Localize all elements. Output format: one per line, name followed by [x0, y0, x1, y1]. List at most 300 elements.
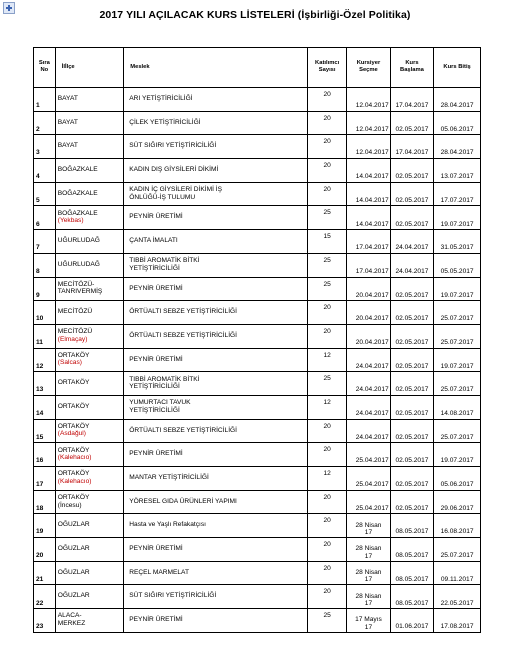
- cell-secme: [347, 419, 391, 443]
- header-ilce: İlİlçe: [55, 48, 124, 88]
- cell-secme: [347, 348, 391, 372]
- header-secme: Kursiyer Seçme: [347, 48, 391, 88]
- cell-ilce: [55, 135, 124, 159]
- meslek-line: PEYNİR ÜRETİMİ: [129, 616, 183, 624]
- start-date: 02.05.2017: [395, 315, 429, 323]
- selection-date: 28 Nisan: [355, 592, 382, 600]
- cell-baslama: [390, 585, 434, 609]
- selection-date: 25.04.2017: [355, 481, 389, 489]
- row-number: 19: [36, 528, 44, 536]
- participant-count: 20: [323, 114, 331, 122]
- selection-date: 12.04.2017: [355, 102, 389, 110]
- table-row: [34, 324, 481, 348]
- cell-meslek: [124, 609, 308, 633]
- table-row: [34, 395, 481, 419]
- table-row: [34, 372, 481, 396]
- participant-count: 20: [323, 327, 331, 335]
- table-row: [34, 538, 481, 562]
- cell-sayi: [308, 253, 347, 277]
- participant-count: 25: [323, 209, 331, 217]
- end-date: 28.04.2017: [440, 102, 474, 110]
- meslek-line: KADIN İÇ GİYSİLERİ DİKİMİ İŞ: [129, 186, 222, 194]
- cell-bitis: [434, 490, 481, 514]
- cell-meslek: [124, 514, 308, 538]
- cell-no: [34, 585, 56, 609]
- ilce-line: BAYAT: [57, 118, 78, 126]
- row-number: 21: [36, 575, 44, 583]
- start-date: 02.05.2017: [395, 338, 429, 346]
- cell-meslek: [124, 253, 308, 277]
- start-date: 08.05.2017: [395, 528, 429, 536]
- meslek-line: ÖRTÜALTI SEBZE YETİŞTİRİCİLİĞİ: [129, 308, 237, 316]
- start-date: 08.05.2017: [395, 575, 429, 583]
- meslek-line: ÖRTÜALTI SEBZE YETİŞTİRİCİLİĞİ: [129, 331, 237, 339]
- selection-date: 14.04.2017: [355, 220, 389, 228]
- end-date: 25.07.2017: [440, 552, 474, 560]
- cell-bitis: [434, 514, 481, 538]
- cell-sayi: [308, 372, 347, 396]
- cell-no: [34, 490, 56, 514]
- table-row: [34, 467, 481, 491]
- row-number: 23: [36, 623, 44, 631]
- meslek-line: TIBBİ AROMATİK BİTKİ: [129, 257, 200, 265]
- row-number: 4: [36, 173, 40, 181]
- cell-ilce: [55, 206, 124, 230]
- cell-baslama: [390, 182, 434, 206]
- end-date: 09.11.2017: [440, 575, 474, 583]
- cell-baslama: [390, 324, 434, 348]
- participant-count: 20: [323, 185, 331, 193]
- cell-bitis: [434, 395, 481, 419]
- cell-bitis: [434, 419, 481, 443]
- selection-date: 20.04.2017: [355, 338, 389, 346]
- participant-count: 25: [323, 256, 331, 264]
- cell-secme: [347, 490, 391, 514]
- row-number: 3: [36, 149, 40, 157]
- row-number: 8: [36, 267, 40, 275]
- participant-count: 20: [323, 517, 331, 525]
- start-date: 02.05.2017: [395, 125, 429, 133]
- ilce-line: ORTAKÖY: [57, 493, 90, 501]
- meslek-line: PEYNİR ÜRETİMİ: [129, 545, 183, 553]
- cell-ilce: [55, 301, 124, 325]
- meslek-line: Hasta ve Yaşlı Refakatçısı: [129, 521, 206, 529]
- table-body: [34, 88, 481, 633]
- end-date: 16.08.2017: [440, 528, 474, 536]
- cell-baslama: [390, 490, 434, 514]
- cell-secme: [347, 395, 391, 419]
- cell-baslama: [390, 159, 434, 183]
- cell-meslek: [124, 419, 308, 443]
- cell-no: [34, 206, 56, 230]
- table-row: [34, 277, 481, 301]
- meslek-line: ARI YETİŞTİRİCİLİĞİ: [129, 95, 193, 103]
- table-row: [34, 490, 481, 514]
- cell-sayi: [308, 419, 347, 443]
- start-date: 17.04.2017: [395, 102, 429, 110]
- cell-meslek: [124, 348, 308, 372]
- cell-sayi: [308, 277, 347, 301]
- header-sayi: Katılımcı Sayısı: [308, 48, 347, 88]
- start-date: 02.05.2017: [395, 220, 429, 228]
- cell-meslek: [124, 372, 308, 396]
- cell-no: [34, 561, 56, 585]
- cell-no: [34, 395, 56, 419]
- end-date: 05.06.2017: [440, 125, 474, 133]
- selection-date: 17: [364, 576, 373, 584]
- end-date: 25.07.2017: [440, 386, 474, 394]
- cell-no: [34, 88, 56, 112]
- cell-baslama: [390, 514, 434, 538]
- selection-date: 17: [364, 552, 373, 560]
- end-date: 17.07.2017: [440, 196, 474, 204]
- cell-baslama: [390, 88, 434, 112]
- cell-baslama: [390, 609, 434, 633]
- cell-bitis: [434, 182, 481, 206]
- cell-secme: [347, 182, 391, 206]
- cell-secme: [347, 301, 391, 325]
- ilce-line: OĞUZLAR: [57, 592, 90, 600]
- meslek-line: REÇEL MARMELAT: [129, 568, 189, 576]
- participant-count: 20: [323, 446, 331, 454]
- cell-no: [34, 609, 56, 633]
- ilce-village: (Kalehacıo): [57, 454, 92, 462]
- cell-sayi: [308, 159, 347, 183]
- meslek-line: KADIN DIŞ GİYSİLERİ DİKİMİ: [129, 166, 219, 174]
- row-number: 2: [36, 125, 40, 133]
- cell-no: [34, 230, 56, 254]
- table-row: [34, 609, 481, 633]
- selection-date: 12.04.2017: [355, 125, 389, 133]
- selection-date: 14.04.2017: [355, 173, 389, 181]
- cell-no: [34, 443, 56, 467]
- cell-meslek: [124, 277, 308, 301]
- end-date: 19.07.2017: [440, 220, 474, 228]
- cell-baslama: [390, 206, 434, 230]
- start-date: 02.05.2017: [395, 291, 429, 299]
- cell-ilce: [55, 372, 124, 396]
- ilce-line: UĞURLUDAĞ: [57, 260, 100, 268]
- cell-no: [34, 372, 56, 396]
- cell-bitis: [434, 609, 481, 633]
- table-row: [34, 135, 481, 159]
- start-date: 02.05.2017: [395, 410, 429, 418]
- start-date: 17.04.2017: [395, 149, 429, 157]
- participant-count: 20: [323, 564, 331, 572]
- start-date: 24.04.2017: [395, 267, 429, 275]
- cell-meslek: [124, 301, 308, 325]
- row-number: 13: [36, 386, 44, 394]
- row-number: 14: [36, 410, 44, 418]
- row-number: 15: [36, 433, 44, 441]
- meslek-line: TIBBİ AROMATİK BİTKİ: [129, 375, 200, 383]
- ilce-line: ORTAKÖY: [57, 402, 90, 410]
- selection-date: 28 Nisan: [355, 521, 382, 529]
- start-date: 08.05.2017: [395, 552, 429, 560]
- selection-date: 25.04.2017: [355, 504, 389, 512]
- meslek-line: ÇANTA İMALATI: [129, 237, 178, 245]
- cell-baslama: [390, 135, 434, 159]
- selection-date: 24.04.2017: [355, 410, 389, 418]
- end-date: 19.07.2017: [440, 457, 474, 465]
- cell-secme: [347, 538, 391, 562]
- ilce-village: (Elmaçay): [57, 335, 88, 343]
- end-date: 19.07.2017: [440, 362, 474, 370]
- row-number: 11: [36, 338, 43, 346]
- end-date: 14.08.2017: [440, 410, 474, 418]
- row-number: 10: [36, 315, 44, 323]
- header-baslama: Kurs Başlama: [390, 48, 434, 88]
- cell-bitis: [434, 372, 481, 396]
- table-header-row: [34, 48, 481, 88]
- cell-bitis: [434, 206, 481, 230]
- start-date: 08.05.2017: [395, 599, 429, 607]
- end-date: 25.07.2017: [440, 433, 474, 441]
- cell-baslama: [390, 348, 434, 372]
- selection-date: 28 Nisan: [355, 545, 382, 553]
- participant-count: 25: [323, 375, 331, 383]
- meslek-line: ÇİLEK YETİŞTİRİCİLİĞİ: [129, 118, 201, 126]
- selection-date: 14.04.2017: [355, 196, 389, 204]
- meslek-line: PEYNİR ÜRETİMİ: [129, 355, 183, 363]
- meslek-line: YETİŞTİRİCİLİĞİ: [129, 264, 180, 272]
- cell-meslek: [124, 111, 308, 135]
- ilce-line: OĞUZLAR: [57, 545, 90, 553]
- table-row: [34, 206, 481, 230]
- cell-meslek: [124, 395, 308, 419]
- ilce-line: BOĞAZKALE: [57, 209, 98, 217]
- cell-no: [34, 253, 56, 277]
- cell-no: [34, 301, 56, 325]
- selection-date: 24.04.2017: [355, 386, 389, 394]
- selection-date: 17: [364, 623, 373, 631]
- meslek-line: PEYNİR ÜRETİMİ: [129, 213, 183, 221]
- cell-sayi: [308, 561, 347, 585]
- cell-sayi: [308, 585, 347, 609]
- cell-sayi: [308, 206, 347, 230]
- cell-ilce: [55, 443, 124, 467]
- ilce-line: UĞURLUDAĞ: [57, 237, 100, 245]
- end-date: 31.05.2017: [440, 244, 474, 252]
- cell-no: [34, 348, 56, 372]
- row-number: 9: [36, 291, 40, 299]
- selection-date: 17: [364, 528, 373, 536]
- selection-date: 17.04.2017: [355, 244, 389, 252]
- ilce-line: OĞUZLAR: [57, 521, 90, 529]
- table-row: [34, 88, 481, 112]
- cell-sayi: [308, 111, 347, 135]
- ilce-line: BAYAT: [57, 142, 78, 150]
- row-number: 22: [36, 599, 44, 607]
- cell-ilce: [55, 182, 124, 206]
- participant-count: 25: [323, 612, 331, 620]
- cell-bitis: [434, 277, 481, 301]
- cell-secme: [347, 253, 391, 277]
- cell-baslama: [390, 561, 434, 585]
- cell-baslama: [390, 301, 434, 325]
- ilce-line: BOĞAZKALE: [57, 189, 98, 197]
- selection-date: 17 Mayıs: [355, 616, 382, 624]
- end-date: 13.07.2017: [440, 173, 474, 181]
- start-date: 02.05.2017: [395, 173, 429, 181]
- cell-no: [34, 277, 56, 301]
- row-number: 6: [36, 220, 40, 228]
- table-row: [34, 182, 481, 206]
- table-row: [34, 159, 481, 183]
- cell-sayi: [308, 467, 347, 491]
- start-date: 24.04.2017: [395, 244, 429, 252]
- ilce-line: ALACA-: [57, 612, 82, 620]
- cell-bitis: [434, 159, 481, 183]
- cell-secme: [347, 230, 391, 254]
- ilce-line: ORTAKÖY: [57, 351, 90, 359]
- meslek-line: ÖNLÜĞÜ-İŞ TULUMU: [129, 193, 196, 201]
- cell-ilce: [55, 324, 124, 348]
- cell-baslama: [390, 443, 434, 467]
- cell-ilce: [55, 348, 124, 372]
- cell-no: [34, 159, 56, 183]
- header-bitis: Kurs Bitiş: [434, 48, 481, 88]
- cell-meslek: [124, 467, 308, 491]
- table-row: [34, 561, 481, 585]
- cell-sayi: [308, 230, 347, 254]
- end-date: 25.07.2017: [440, 338, 474, 346]
- header-meslek: Meslek: [124, 48, 308, 88]
- cell-baslama: [390, 277, 434, 301]
- ilce-village: (Yekbas): [57, 217, 84, 225]
- cell-meslek: [124, 159, 308, 183]
- cell-bitis: [434, 324, 481, 348]
- cell-ilce: [55, 585, 124, 609]
- cell-ilce: [55, 253, 124, 277]
- cell-baslama: [390, 230, 434, 254]
- cell-ilce: [55, 395, 124, 419]
- row-number: 20: [36, 552, 44, 560]
- cell-baslama: [390, 372, 434, 396]
- cell-secme: [347, 585, 391, 609]
- participant-count: 12: [323, 470, 331, 477]
- ilce-line: BOĞAZKALE: [57, 166, 98, 174]
- cell-secme: [347, 514, 391, 538]
- row-number: 16: [36, 457, 44, 465]
- cell-secme: [347, 159, 391, 183]
- start-date: 02.05.2017: [395, 433, 429, 441]
- cell-ilce: [55, 419, 124, 443]
- participant-count: 20: [323, 493, 331, 501]
- cell-bitis: [434, 348, 481, 372]
- meslek-line: MANTAR YETİŞTİRİCİLİĞİ: [129, 474, 209, 482]
- selection-date: 12.04.2017: [355, 149, 389, 157]
- cell-ilce: [55, 538, 124, 562]
- selection-date: 24.04.2017: [355, 433, 389, 441]
- cell-sayi: [308, 538, 347, 562]
- cell-bitis: [434, 561, 481, 585]
- meslek-line: SÜT SIĞIRI YETİŞTİRİCİLİĞİ: [129, 142, 217, 150]
- cell-baslama: [390, 538, 434, 562]
- end-date: 19.07.2017: [440, 291, 474, 299]
- end-date: 29.06.2017: [440, 504, 474, 512]
- cell-ilce: [55, 88, 124, 112]
- cell-no: [34, 135, 56, 159]
- participant-count: 20: [323, 541, 331, 549]
- cell-meslek: [124, 490, 308, 514]
- ilce-village: (Asdağul): [57, 430, 86, 438]
- end-date: 28.04.2017: [440, 149, 474, 157]
- cell-bitis: [434, 135, 481, 159]
- course-table: [33, 47, 481, 633]
- cell-bitis: [434, 585, 481, 609]
- cell-secme: [347, 135, 391, 159]
- cell-meslek: [124, 230, 308, 254]
- cell-no: [34, 182, 56, 206]
- ilce-line: MECİTÖZÜ-: [57, 280, 95, 288]
- meslek-line: YETİŞTİRİCİLİĞİ: [129, 406, 180, 414]
- cell-secme: [347, 324, 391, 348]
- cell-ilce: [55, 159, 124, 183]
- header-no: Sıra No: [34, 48, 56, 88]
- ilce-line: ORTAKÖY: [57, 446, 90, 454]
- table-row: [34, 419, 481, 443]
- selection-date: 20.04.2017: [355, 315, 389, 323]
- cell-bitis: [434, 467, 481, 491]
- cell-sayi: [308, 514, 347, 538]
- participant-count: 15: [323, 233, 331, 241]
- cell-ilce: [55, 609, 124, 633]
- cell-ilce: [55, 467, 124, 491]
- cell-no: [34, 324, 56, 348]
- cell-sayi: [308, 88, 347, 112]
- cell-sayi: [308, 395, 347, 419]
- cell-secme: [347, 443, 391, 467]
- start-date: 02.05.2017: [395, 362, 429, 370]
- cell-meslek: [124, 182, 308, 206]
- cell-meslek: [124, 561, 308, 585]
- cell-no: [34, 467, 56, 491]
- cell-ilce: [55, 490, 124, 514]
- ilce-line: MECİTÖZÜ: [57, 308, 93, 316]
- selection-date: 20.04.2017: [355, 291, 389, 299]
- cell-secme: [347, 561, 391, 585]
- cell-sayi: [308, 609, 347, 633]
- cell-sayi: [308, 301, 347, 325]
- participant-count: 12: [323, 351, 331, 359]
- cell-bitis: [434, 253, 481, 277]
- meslek-line: PEYNİR ÜRETİMİ: [129, 450, 183, 458]
- row-number: 12: [36, 362, 44, 370]
- selection-date: 24.04.2017: [355, 362, 389, 370]
- end-date: 05.05.2017: [440, 267, 474, 275]
- cell-secme: [347, 206, 391, 230]
- cell-meslek: [124, 585, 308, 609]
- table-row: [34, 253, 481, 277]
- cell-ilce: [55, 277, 124, 301]
- start-date: 02.05.2017: [395, 457, 429, 465]
- end-date: 05.06.2017: [440, 481, 474, 489]
- meslek-line: YUMURTACI TAVUK: [129, 399, 191, 407]
- table-row: [34, 443, 481, 467]
- meslek-line: ÖRTÜALTI SEBZE YETİŞTİRİCİLİĞİ: [129, 426, 237, 434]
- row-number: 17: [36, 481, 44, 489]
- cell-secme: [347, 111, 391, 135]
- cell-sayi: [308, 182, 347, 206]
- start-date: 02.05.2017: [395, 481, 429, 489]
- cell-meslek: [124, 88, 308, 112]
- cell-secme: [347, 609, 391, 633]
- cell-no: [34, 514, 56, 538]
- participant-count: 20: [323, 304, 331, 312]
- ilce-line: MERKEZ: [57, 619, 86, 627]
- cell-meslek: [124, 206, 308, 230]
